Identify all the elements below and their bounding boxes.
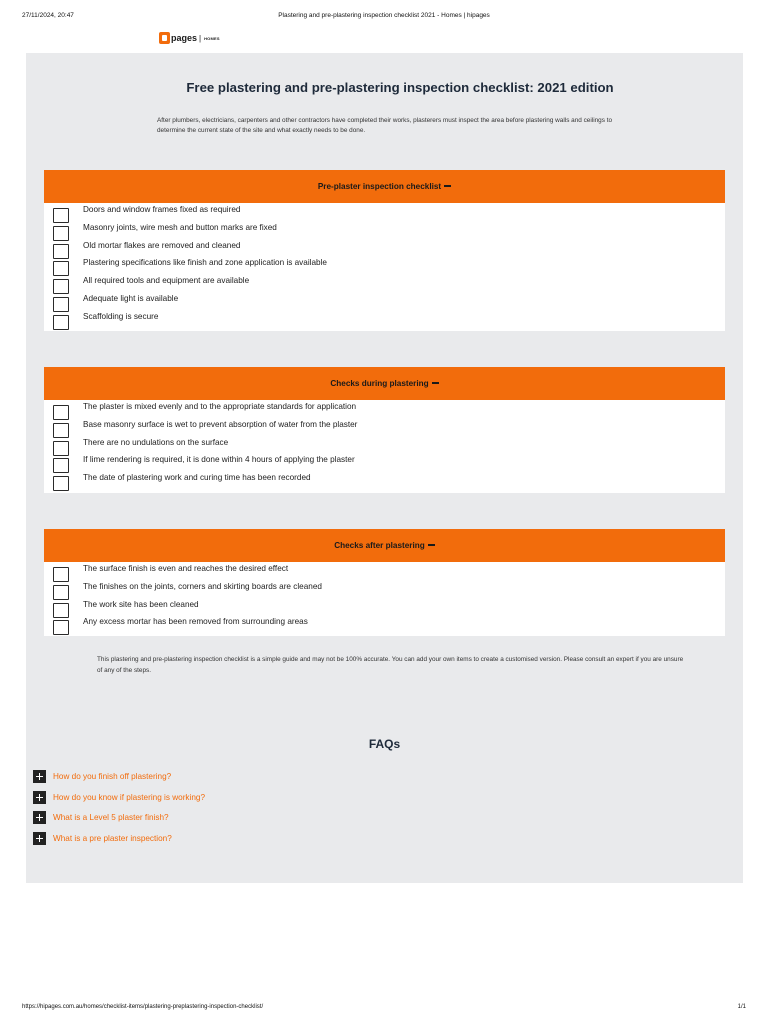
checklist-item-label: The work site has been cleaned	[83, 599, 199, 609]
checklist-item	[44, 617, 725, 635]
print-datetime: 27/11/2024, 20:47	[22, 12, 74, 19]
faq-question[interactable]: How do you know if plastering is working?	[53, 793, 205, 802]
page-title: Free plastering and pre-plastering inspection checklist: 2021 edition	[186, 80, 614, 95]
print-footer	[22, 1004, 746, 1014]
print-page-number: 1/1	[737, 1004, 746, 1010]
checklist-item	[44, 258, 725, 276]
checkbox[interactable]	[53, 279, 69, 294]
disclaimer-text: This plastering and pre-plastering inspection checklist is a simple guide and may not be 100% accurate. You can add your own items to create a customised version. Please consult an expert if you are unsure of any of the steps.	[97, 656, 684, 674]
expand-plus-icon[interactable]	[33, 811, 46, 824]
expand-plus-icon[interactable]	[33, 770, 46, 783]
checklist-item	[44, 276, 725, 294]
checklist-item	[44, 420, 725, 438]
logo-separator: |	[199, 33, 202, 43]
collapse-minus-icon[interactable]	[432, 382, 439, 384]
checkbox[interactable]	[53, 620, 69, 635]
logo-text: pages	[171, 33, 198, 43]
checklist-item-label: Doors and window frames fixed as required	[83, 205, 241, 214]
logo-house-icon	[159, 32, 170, 44]
checklist-item	[44, 600, 725, 618]
faq-item[interactable]	[33, 791, 205, 804]
content-panel	[26, 53, 743, 883]
checklist-item-label: The surface finish is even and reaches the desired effect	[83, 564, 289, 573]
checklist-item	[44, 294, 725, 312]
checklist-item-label: The date of plastering work and curing time has been recorded	[83, 473, 311, 483]
checkbox[interactable]	[53, 315, 69, 330]
checklist-item	[44, 205, 725, 223]
checkbox[interactable]	[53, 585, 69, 600]
checklist-item-label: Adequate light is available	[83, 293, 179, 303]
checkbox[interactable]	[53, 603, 69, 618]
logo-subtext: HOMES	[204, 35, 220, 41]
faq-item[interactable]	[33, 832, 172, 845]
checklist-item-label: If lime rendering is required, it is done within 4 hours of applying the plaster	[83, 455, 355, 465]
checkbox[interactable]	[53, 244, 69, 259]
checklist-item-label: Base masonry surface is wet to prevent absorption of water from the plaster	[83, 419, 358, 429]
checklist-item-label: Plastering specifications like finish and zone application is available	[83, 258, 327, 268]
checklist-item	[44, 312, 725, 330]
checklist-item-label: Any excess mortar has been removed from surrounding areas	[83, 617, 308, 627]
checklist-pre-plaster	[44, 170, 725, 331]
checkbox[interactable]	[53, 476, 69, 491]
faq-heading: FAQs	[368, 737, 401, 751]
print-page-title: Plastering and pre-plastering inspection checklist 2021 - Homes | hipages	[278, 12, 490, 19]
hipages-logo[interactable]	[159, 31, 220, 45]
faq-item[interactable]	[33, 811, 169, 824]
expand-plus-icon[interactable]	[33, 791, 46, 804]
checkbox[interactable]	[53, 441, 69, 456]
checklist-header[interactable]	[44, 367, 725, 400]
expand-plus-icon[interactable]	[33, 832, 46, 845]
faq-item[interactable]	[33, 770, 171, 783]
checklist-item	[44, 564, 725, 582]
checklist-item	[44, 438, 725, 456]
print-header	[22, 12, 746, 24]
checklist-item-label: The finishes on the joints, corners and skirting boards are cleaned	[83, 581, 322, 591]
checklist-item-label: Old mortar flakes are removed and cleaned	[83, 240, 241, 250]
checklist-after-plastering	[44, 529, 725, 636]
checklist-header[interactable]	[44, 529, 725, 562]
intro-paragraph: After plumbers, electricians, carpenters and other contractors have completed their works, plasterers must inspect the area before plastering walls and ceilings to determine the current state of the site and what exactly needs to be done.	[157, 117, 613, 134]
checklist-item-label: All required tools and equipment are available	[83, 276, 250, 286]
checklist-item-label: Scaffolding is secure	[83, 311, 159, 321]
checkbox[interactable]	[53, 458, 69, 473]
checkbox[interactable]	[53, 261, 69, 276]
collapse-minus-icon[interactable]	[428, 544, 435, 546]
checkbox[interactable]	[53, 405, 69, 420]
checklist-header[interactable]	[44, 170, 725, 203]
checklist-during-plastering	[44, 367, 725, 493]
checklist-item	[44, 582, 725, 600]
collapse-minus-icon[interactable]	[444, 185, 451, 187]
checkbox[interactable]	[53, 297, 69, 312]
faq-question[interactable]: What is a pre plaster inspection?	[53, 834, 172, 843]
checklist-item	[44, 223, 725, 241]
checkbox[interactable]	[53, 208, 69, 223]
faq-question[interactable]: How do you finish off plastering?	[53, 772, 172, 781]
checklist-item	[44, 473, 725, 491]
checklist-title: Pre-plaster inspection checklist	[317, 182, 442, 191]
checklist-item	[44, 455, 725, 473]
faq-question[interactable]: What is a Level 5 plaster finish?	[53, 813, 169, 822]
checklist-title: Checks after plastering	[334, 541, 425, 550]
checklist-item-label: There are no undulations on the surface	[83, 437, 229, 447]
print-url[interactable]: https://hipages.com.au/homes/checklist-items/plastering-preplastering-inspection-checklist/	[22, 1004, 264, 1010]
checkbox[interactable]	[53, 226, 69, 241]
checklist-item-label: Masonry joints, wire mesh and button marks are fixed	[83, 222, 277, 232]
checkbox[interactable]	[53, 567, 69, 582]
checkbox[interactable]	[53, 423, 69, 438]
checklist-item-label: The plaster is mixed evenly and to the appropriate standards for application	[83, 402, 357, 411]
checklist-item	[44, 402, 725, 420]
checklist-title: Checks during plastering	[330, 379, 429, 388]
checklist-item	[44, 241, 725, 259]
